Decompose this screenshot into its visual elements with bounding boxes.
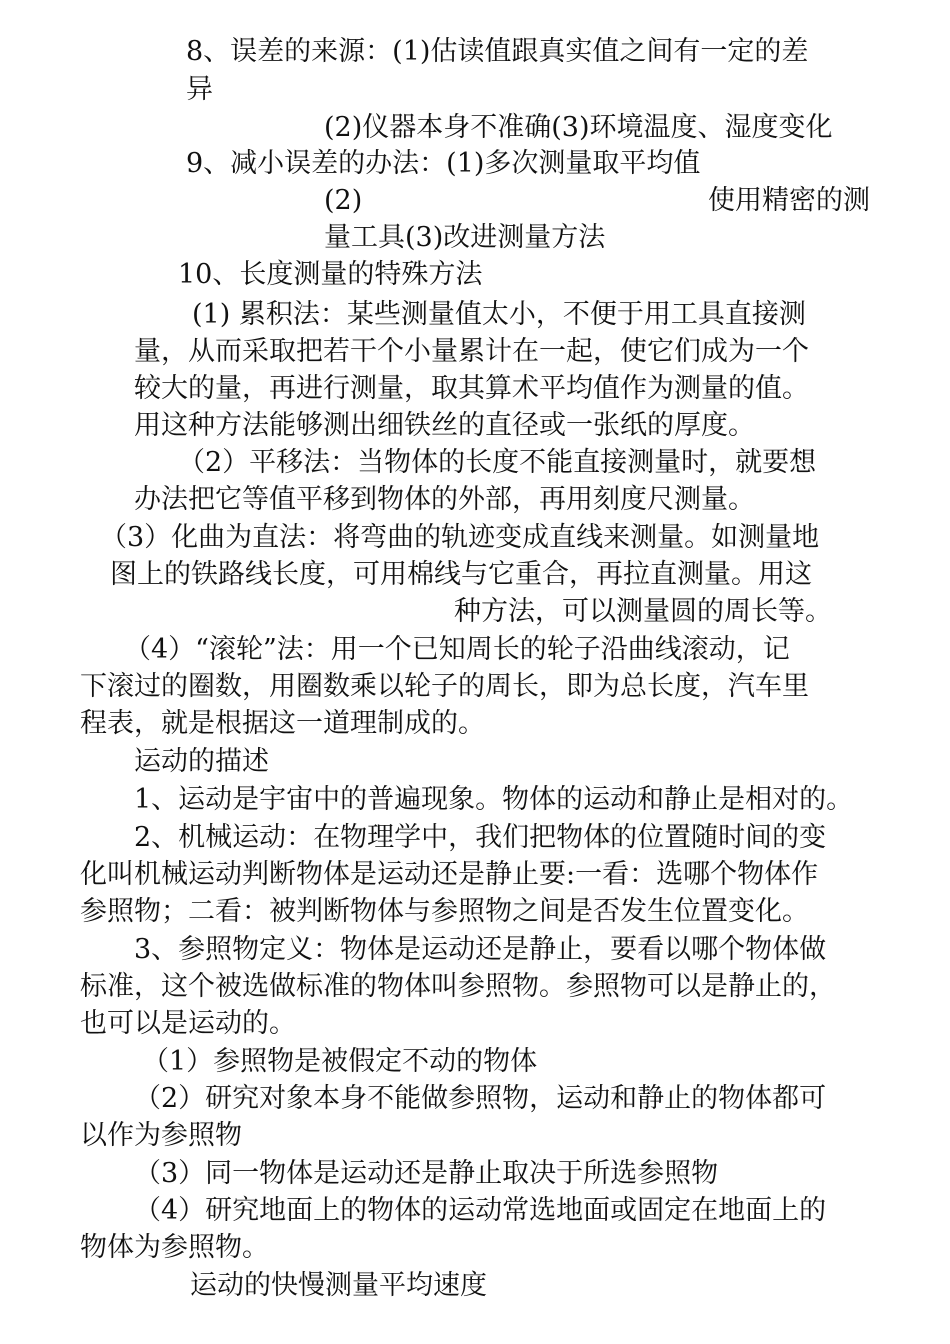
reference-definition-line-1: 3、参照物定义：物体是运动还是静止，要看以哪个物体做 <box>134 934 827 965</box>
reference-rule-3: （3）同一物体是运动还是静止取决于所选参照物 <box>134 1158 719 1189</box>
rolling-wheel-method-line-2: 下滚过的圈数，用圈数乘以轮子的周长，即为总长度，汽车里 <box>80 671 809 702</box>
error-source-line-1: 8、误差的来源：(1)估读值跟真实值之间有一定的差 <box>186 36 809 67</box>
reference-definition-line-2: 标准，这个被选做标准的物体叫参照物。参照物可以是静止的， <box>80 971 836 1002</box>
speed-section-heading: 运动的快慢测量平均速度 <box>190 1270 487 1301</box>
curve-to-line-method-line-1: （3）化曲为直法：将弯曲的轨迹变成直线来测量。如测量地 <box>100 522 820 553</box>
curve-to-line-method-line-3: 种方法，可以测量圆的周长等。 <box>454 596 832 627</box>
mechanical-motion-line-3: 参照物；二看：被判断物体与参照物之间是否发生位置变化。 <box>80 896 809 927</box>
reduce-error-line-2-b: 使用精密的测 <box>708 185 870 216</box>
rolling-wheel-method-line-1: （4）“滚轮”法：用一个已知周长的轮子沿曲线滚动，记 <box>124 634 790 665</box>
reduce-error-line-3: 量工具(3)改进测量方法 <box>324 222 606 253</box>
motion-point-1: 1、运动是宇宙中的普遍现象。物体的运动和静止是相对的。 <box>134 784 854 815</box>
reference-rule-4-line-1: （4）研究地面上的物体的运动常选地面或固定在地面上的 <box>134 1195 827 1226</box>
reduce-error-line-1: 9、减小误差的办法：(1)多次测量取平均值 <box>186 148 701 179</box>
translation-method-line-1: （2）平移法：当物体的长度不能直接测量时，就要想 <box>178 447 817 478</box>
mechanical-motion-line-2: 化叫机械运动判断物体是运动还是静止要:一看：选哪个物体作 <box>80 859 819 890</box>
accumulation-method-line-1: (1) 累积法：某些测量值太小，不便于用工具直接测 <box>192 299 806 330</box>
error-source-line-2: 异 <box>186 74 213 105</box>
reference-rule-4-line-2: 物体为参照物。 <box>80 1232 269 1263</box>
mechanical-motion-line-1: 2、机械运动：在物理学中，我们把物体的位置随时间的变 <box>134 822 827 853</box>
translation-method-line-2: 办法把它等值平移到物体的外部，再用刻度尺测量。 <box>134 484 755 515</box>
accumulation-method-line-4: 用这种方法能够测出细铁丝的直径或一张纸的厚度。 <box>134 410 755 441</box>
reference-rule-1: （1）参照物是被假定不动的物体 <box>142 1046 538 1077</box>
rolling-wheel-method-line-3: 程表，就是根据这一道理制成的。 <box>80 708 485 739</box>
reference-rule-2-line-2: 以作为参照物 <box>80 1120 242 1151</box>
special-methods-heading: 10、长度测量的特殊方法 <box>178 259 483 290</box>
motion-heading: 运动的描述 <box>134 746 269 777</box>
reduce-error-line-2-a: (2) <box>324 185 363 216</box>
accumulation-method-line-2: 量，从而采取把若干个小量累计在一起，使它们成为一个 <box>134 336 809 367</box>
reference-definition-line-3: 也可以是运动的。 <box>80 1008 296 1039</box>
accumulation-method-line-3: 较大的量，再进行测量，取其算术平均值作为测量的值。 <box>134 373 809 404</box>
reduce-error-line-2 <box>324 183 870 219</box>
reference-rule-2-line-1: （2）研究对象本身不能做参照物，运动和静止的物体都可 <box>134 1083 827 1114</box>
curve-to-line-method-line-2: 图上的铁路线长度，可用棉线与它重合，再拉直测量。用这 <box>110 559 812 590</box>
error-source-line-3: (2)仪器本身不准确(3)环境温度、湿度变化 <box>324 112 833 143</box>
